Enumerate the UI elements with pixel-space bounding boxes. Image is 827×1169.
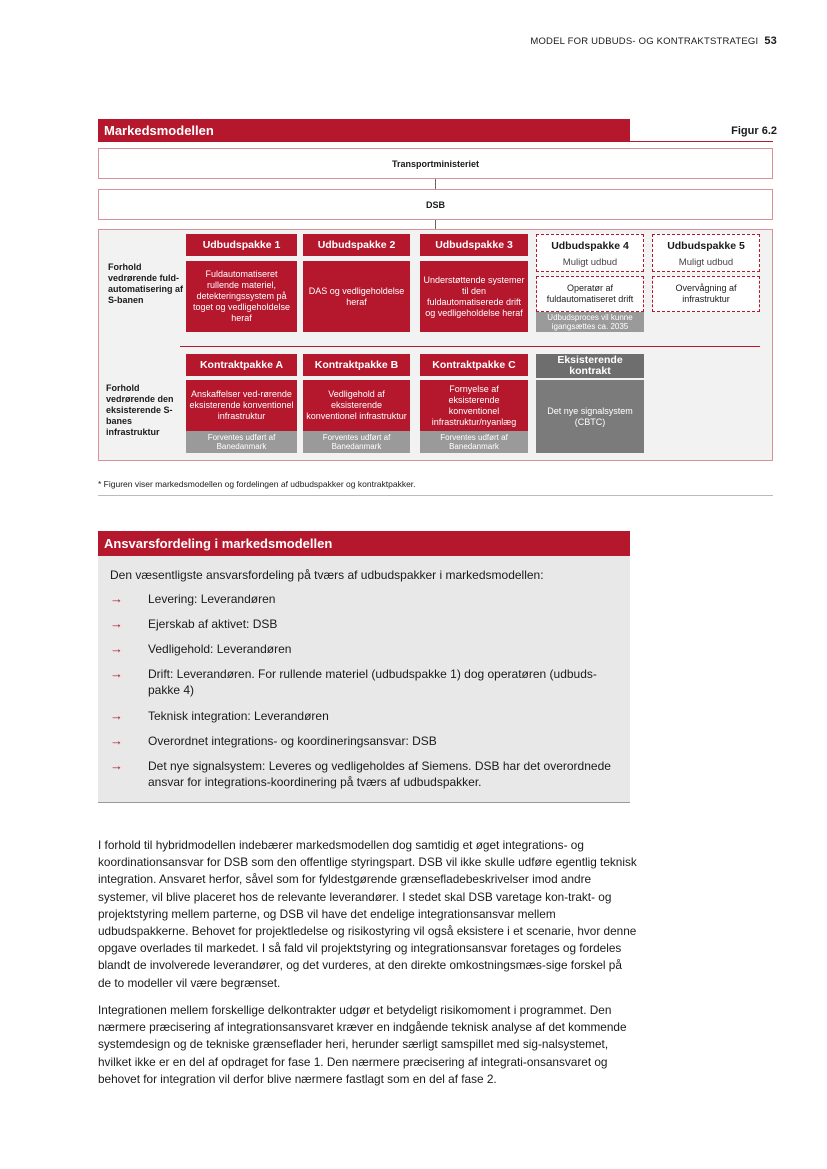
kontraktpakke-a-title: Kontraktpakke A (186, 354, 297, 376)
udbudspakke-3-title: Udbudspakke 3 (420, 234, 528, 256)
ansvar-item (110, 666, 620, 698)
kontraktpakke-a-body: Anskaffelser ved-rørende eksisterende konventionel infrastruktur (186, 380, 297, 431)
udbudspakke-4-body: Operatør af fuldautomatiseret drift (536, 276, 644, 312)
udbudspakke-4-sub: Muligt udbud (562, 257, 618, 268)
kontraktpakke-c-body: Fornyelse af eksisterende konventionel infrastruktur/nyanlæg (420, 380, 528, 431)
arrow-icon: → (110, 616, 123, 631)
row-label-infrastructure: Forhold vedrørende den eksisterende S-banes infrastruktur (106, 383, 174, 437)
ansvar-item-text: Overordnet integrations- og koordineringsansvar: DSB (148, 734, 437, 748)
udbudspakke-2-body: DAS og vedligeholdelse heraf (303, 261, 410, 332)
ansvar-item (110, 641, 620, 657)
page-number: 53 (764, 35, 777, 47)
footnote-rule (98, 495, 773, 496)
kontraktpakke-a-note: Forventes udført af Banedanmark (186, 431, 297, 453)
kontraktpakke-b-note: Forventes udført af Banedanmark (303, 431, 410, 453)
ansvar-item-text: Teknisk integration: Leverandøren (148, 709, 329, 723)
kontraktpakke-b-title: Kontraktpakke B (303, 354, 410, 376)
ansvar-item-text: Det nye signalsystem: Leveres og vedligeholdes af Siemens. DSB har det overordnede ansvar for integrations-koordinering på tværs af udbudspakker. (148, 759, 611, 789)
ansvar-title: Ansvarsfordeling i markedsmodellen (98, 531, 630, 556)
arrow-icon: → (110, 758, 123, 773)
arrow-icon: → (110, 733, 123, 748)
running-header (530, 35, 777, 47)
figure-footnote: * Figuren viser markedsmodellen og fordelingen af udbudspakker og kontraktpakker. (98, 479, 416, 489)
arrow-icon: → (110, 591, 123, 606)
ansvar-item-text: Vedligehold: Leverandøren (148, 642, 292, 656)
arrow-icon: → (110, 666, 123, 681)
ansvar-item (110, 591, 620, 607)
ansvar-item-text: Levering: Leverandøren (148, 592, 276, 606)
arrow-icon: → (110, 708, 123, 723)
body-paragraph-2: Integrationen mellem forskellige delkontrakter udgør et betydeligt risikomoment i programmet. Den nærmere præcisering af integrationsansvaret kræver en indgående teknisk analyse af det kommende systemdesign og de tekniske grænseflader heri, herunder særligt samspillet med sig-nalsystemet, hvilket ikke er en del af opdraget for fase 1. Den nærmere præcisering af integrati-onsansvaret og behovet for integration vil derfor blive nærmere fastlagt som en del af fase 2. (98, 1003, 627, 1086)
udbudspakke-1-body: Fuldautomatiseret rullende materiel, detekteringssystem på toget og vedligeholdelse heraf (186, 261, 297, 332)
udbudspakke-5-title: Udbudspakke 5 (667, 240, 745, 252)
ansvar-item (110, 616, 620, 632)
ansvar-item-text: Drift: Leverandøren. For rullende materiel (udbudspakke 1) dog operatøren (udbuds-pakke 4) (148, 667, 597, 697)
kontraktpakke-c-note: Forventes udført af Banedanmark (420, 431, 528, 453)
kontraktpakke-c-title: Kontraktpakke C (420, 354, 528, 376)
ansvar-item-text: Ejerskab af aktivet: DSB (148, 617, 278, 631)
udbudspakke-4-note: Udbudsproces vil kunne igangsættes ca. 2035 (536, 312, 644, 332)
udbudspakke-4-title: Udbudspakke 4 (551, 240, 629, 252)
arrow-icon: → (110, 641, 123, 656)
body-paragraph-1: I forhold til hybridmodellen indebærer markedsmodellen dog samtidig et øget integrations- og koordinationsansvar for DSB som den offentlige styringspart. DSB vil ikke skulle udføre egentlig teknisk integration. Ansvaret herfor, såvel som for fyldestgørende grænsefladebeskrivelser imod andre systemer, vil blive placeret hos de relevante leverandører. I stedet skal DSB varetage kon-trakt- og projektstyring mellem parterne, og DSB vil have det endelige integrationsansvar mellem udbudspakkerne. Behovet for projektledelse og risikostyring vil også eksistere i et scenarie, hvor denne opgave overlades til markedet. I så fald vil projektstyring og integrationsansvar foretages og fordeles blandt de involverede leverandører, og det vurderes, at den direkte omkostningsmæs-sige forskel på de to modeller vil være begrænset. (98, 838, 637, 990)
figure-title: Markedsmodellen (98, 119, 630, 142)
udbudspakke-2-title: Udbudspakke 2 (303, 234, 410, 256)
udbudspakke-3-body: Understøttende systemer til den fuldautomatiserede drift og vedligeholdelse heraf (420, 261, 528, 332)
udbudspakke-5-sub: Muligt udbud (678, 257, 734, 268)
connector-line (435, 179, 436, 189)
ansvar-intro: Den væsentligste ansvarsfordeling på tværs af udbudspakker i markedsmodellen: (110, 568, 544, 582)
ansvar-item (110, 733, 620, 749)
section-title: MODEL FOR UDBUDS- OG KONTRAKTSTRATEGI (530, 36, 759, 47)
existing-contract-body: Det nye signalsystem (CBTC) (536, 380, 644, 453)
udbudspakke-5-body: Overvågning af infrastruktur (652, 276, 760, 312)
udbudspakke-4-header (536, 234, 644, 272)
dsb-box: DSB (98, 189, 773, 220)
figure-label: Figur 6.2 (731, 125, 777, 137)
row-separator (180, 346, 760, 347)
ansvar-item (110, 758, 620, 790)
ansvar-item (110, 708, 620, 724)
ministry-box: Transportministeriet (98, 148, 773, 179)
row-label-automation: Forhold vedrørende fuld-automatisering af S-banen (108, 262, 184, 305)
kontraktpakke-b-body: Vedligehold af eksisterende konventionel infrastruktur (303, 380, 410, 431)
udbudspakke-5-header (652, 234, 760, 272)
udbudspakke-1-title: Udbudspakke 1 (186, 234, 297, 256)
existing-contract-title: Eksisterende kontrakt (536, 354, 644, 378)
figure-title-rule (98, 141, 773, 142)
